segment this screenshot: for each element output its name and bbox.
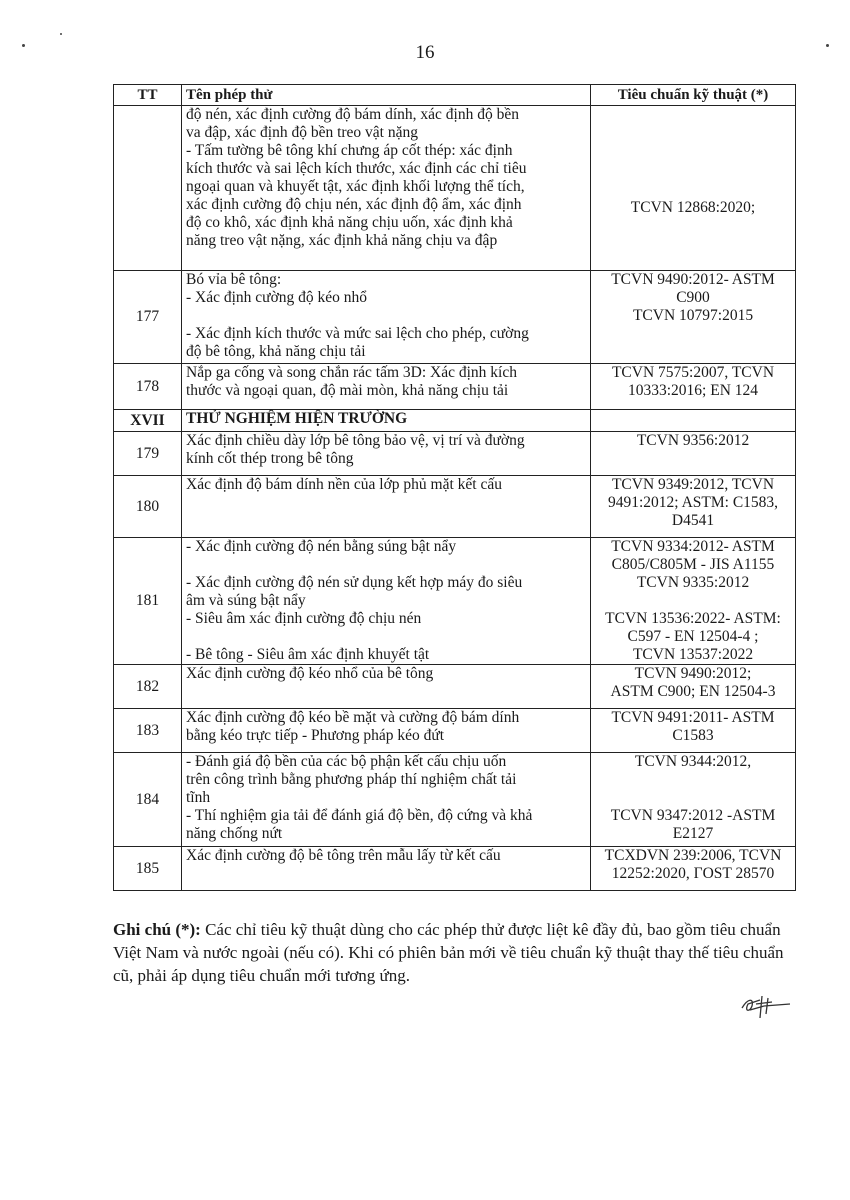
cell-line: - Đánh giá độ bền của các bộ phận kết cấu chịu uốn	[186, 753, 507, 770]
cell-line: thước và ngoại quan, độ mài mòn, khả năng chịu tải	[186, 382, 509, 399]
table-row	[114, 476, 796, 538]
row-number: 177	[114, 271, 182, 364]
cell-line: kích thước và sai lệch kích thước, xác định các chỉ tiêu	[186, 160, 527, 177]
standard-cell	[591, 709, 796, 753]
footnote-label: Ghi chú (*):	[113, 920, 201, 939]
cell-line: TCVN 9344:2012,	[634, 753, 752, 770]
cell-line: ngoại quan và khuyết tật, xác định khối lượng thể tích,	[186, 178, 525, 195]
table-row	[114, 709, 796, 753]
cell-line: C900	[676, 289, 710, 306]
cell-line: TCVN 9334:2012- ASTM	[611, 538, 775, 555]
cell-line: 10333:2016; EN 124	[627, 382, 759, 399]
cell-line: - Bê tông - Siêu âm xác định khuyết tật	[186, 646, 430, 663]
footnote-text: Các chỉ tiêu kỹ thuật dùng cho các phép thử được liệt kê đầy đủ, bao gồm tiêu chuẩn Việt Nam và nước ngoài (nếu có). Khi có phiên bản mới về tiêu chuẩn kỹ thuật thay thế tiêu chuẩn cũ, phải áp dụng tiêu chuẩn mới tương ứng.	[113, 920, 784, 985]
cell-line: TCVN 13536:2022- ASTM:	[605, 610, 781, 627]
table-row	[114, 432, 796, 476]
test-name-cell	[182, 709, 591, 753]
row-number: 179	[114, 432, 182, 476]
table-header-row	[114, 85, 796, 106]
standard-cell	[591, 538, 796, 665]
section-title: THỬ NGHIỆM HIỆN TRƯỜNG	[182, 410, 591, 432]
cell-line: ASTM C900; EN 12504-3	[610, 683, 776, 700]
cell-line: - Siêu âm xác định cường độ chịu nén	[186, 610, 422, 627]
page-number: 16	[415, 42, 435, 63]
cell-line: kính cốt thép trong bê tông	[186, 450, 354, 467]
test-name-cell	[182, 271, 591, 364]
table-row	[114, 847, 796, 891]
section-number: XVII	[114, 410, 182, 432]
cell-line: Xác định cường độ bê tông trên mẫu lấy từ kết cấu	[186, 847, 501, 864]
cell-line: Xác định chiều dày lớp bê tông bảo vệ, vị trí và đường	[186, 432, 525, 449]
header-standard: Tiêu chuẩn kỹ thuật (*)	[591, 85, 796, 106]
cell-line: âm và súng bật nẩy	[186, 592, 306, 609]
cell-line: Xác định độ bám dính nền của lớp phủ mặt kết cấu	[186, 476, 502, 493]
scan-speck	[22, 44, 25, 47]
cell-line: năng treo vật nặng, xác định khả năng chịu va đập	[186, 232, 498, 249]
section-empty	[591, 410, 796, 432]
cell-line: 12252:2020, ГOST 28570	[611, 865, 775, 882]
row-number: 182	[114, 665, 182, 709]
cell-line: độ nén, xác định cường độ bám dính, xác định độ bền	[186, 106, 519, 123]
table-row	[114, 106, 796, 271]
table-row	[114, 753, 796, 847]
standard-cell	[591, 476, 796, 538]
cell-line: 9491:2012; ASTM: C1583,	[607, 494, 779, 511]
row-number: 183	[114, 709, 182, 753]
standard-cell	[591, 432, 796, 476]
table-row	[114, 271, 796, 364]
cell-line: TCVN 9490:2012- ASTM	[611, 271, 775, 288]
cell-line: TCVN 9356:2012	[636, 432, 750, 449]
test-name-cell	[182, 364, 591, 410]
scan-speck	[826, 44, 829, 47]
cell-line: D4541	[671, 512, 715, 529]
test-name-cell	[182, 753, 591, 847]
header-tt: TT	[114, 85, 182, 106]
cell-line: TCVN 9490:2012;	[634, 665, 752, 682]
initials-signature	[738, 990, 798, 1022]
row-number: 185	[114, 847, 182, 891]
cell-line: TCVN 13537:2022	[632, 646, 754, 663]
cell-line: - Thí nghiệm gia tải để đánh giá độ bền, độ cứng và khả	[186, 807, 533, 824]
cell-line: TCVN 10797:2015	[632, 307, 754, 324]
cell-line: xác định cường độ chịu nén, xác định độ ẩm, xác định	[186, 196, 522, 213]
cell-line: Bó vỉa bê tông:	[186, 271, 282, 288]
table-row	[114, 538, 796, 665]
standard-cell	[591, 665, 796, 709]
cell-line: E2127	[672, 825, 714, 842]
standard-cell	[591, 364, 796, 410]
cell-line: Nắp ga cống và song chắn rác tấm 3D: Xác định kích	[186, 364, 517, 381]
cell-line: - Xác định cường độ kéo nhổ	[186, 289, 368, 306]
cell-line: TCVN 7575:2007, TCVN	[611, 364, 775, 381]
cell-line: C1583	[672, 727, 714, 744]
header-test-name: Tên phép thử	[182, 85, 591, 106]
standard-cell	[591, 847, 796, 891]
row-number: 178	[114, 364, 182, 410]
cell-line: - Xác định cường độ nén bằng súng bật nẩy	[186, 538, 457, 555]
standard-cell	[591, 271, 796, 364]
cell-line: độ bê tông, khả năng chịu tải	[186, 343, 366, 360]
row-number: 184	[114, 753, 182, 847]
cell-line: năng chống nứt	[186, 825, 283, 842]
cell-line: TCVN 9347:2012 -ASTM	[610, 807, 776, 824]
cell-line: trên công trình bằng phương pháp thí nghiệm chất tải	[186, 771, 517, 788]
cell-line: TCVN 9491:2011- ASTM	[611, 709, 775, 726]
test-name-cell	[182, 476, 591, 538]
section-row	[114, 410, 796, 432]
cell-line: TCVN 9335:2012	[636, 574, 750, 591]
row-number: 181	[114, 538, 182, 665]
cell-line: độ co khô, xác định khả năng chịu uốn, xác định khả	[186, 214, 513, 231]
cell-line: TCVN 12868:2020;	[630, 199, 756, 216]
test-name-cell	[182, 847, 591, 891]
cell-line: C597 - EN 12504-4 ;	[627, 628, 759, 645]
cell-line: bằng kéo trực tiếp - Phương pháp kéo đứt	[186, 727, 445, 744]
cell-line: Xác định cường độ kéo bề mặt và cường độ bám dính	[186, 709, 520, 726]
cell-line: tĩnh	[186, 789, 211, 806]
cell-line: va đập, xác định độ bền treo vật nặng	[186, 124, 418, 141]
test-name-cell	[182, 432, 591, 476]
test-name-cell	[182, 538, 591, 665]
table-row	[114, 364, 796, 410]
scan-speck	[60, 33, 62, 35]
cell-line: - Tấm tường bê tông khí chưng áp cốt thép: xác định	[186, 142, 513, 159]
row-number: 180	[114, 476, 182, 538]
standard-cell	[591, 753, 796, 847]
footnote	[113, 918, 803, 987]
cell-line: Xác định cường độ kéo nhổ của bê tông	[186, 665, 434, 682]
test-name-cell	[182, 665, 591, 709]
row-number	[114, 106, 182, 271]
cell-line: - Xác định cường độ nén sử dụng kết hợp máy đo siêu	[186, 574, 523, 591]
test-name-cell	[182, 106, 591, 271]
cell-line: TCVN 9349:2012, TCVN	[611, 476, 775, 493]
table-row	[114, 665, 796, 709]
cell-line: TCXDVN 239:2006, TCVN	[604, 847, 782, 864]
standard-cell	[591, 106, 796, 271]
standards-table	[113, 84, 796, 891]
cell-line: C805/C805M - JIS A1155	[611, 556, 775, 573]
cell-line: - Xác định kích thước và mức sai lệch cho phép, cường	[186, 325, 529, 342]
